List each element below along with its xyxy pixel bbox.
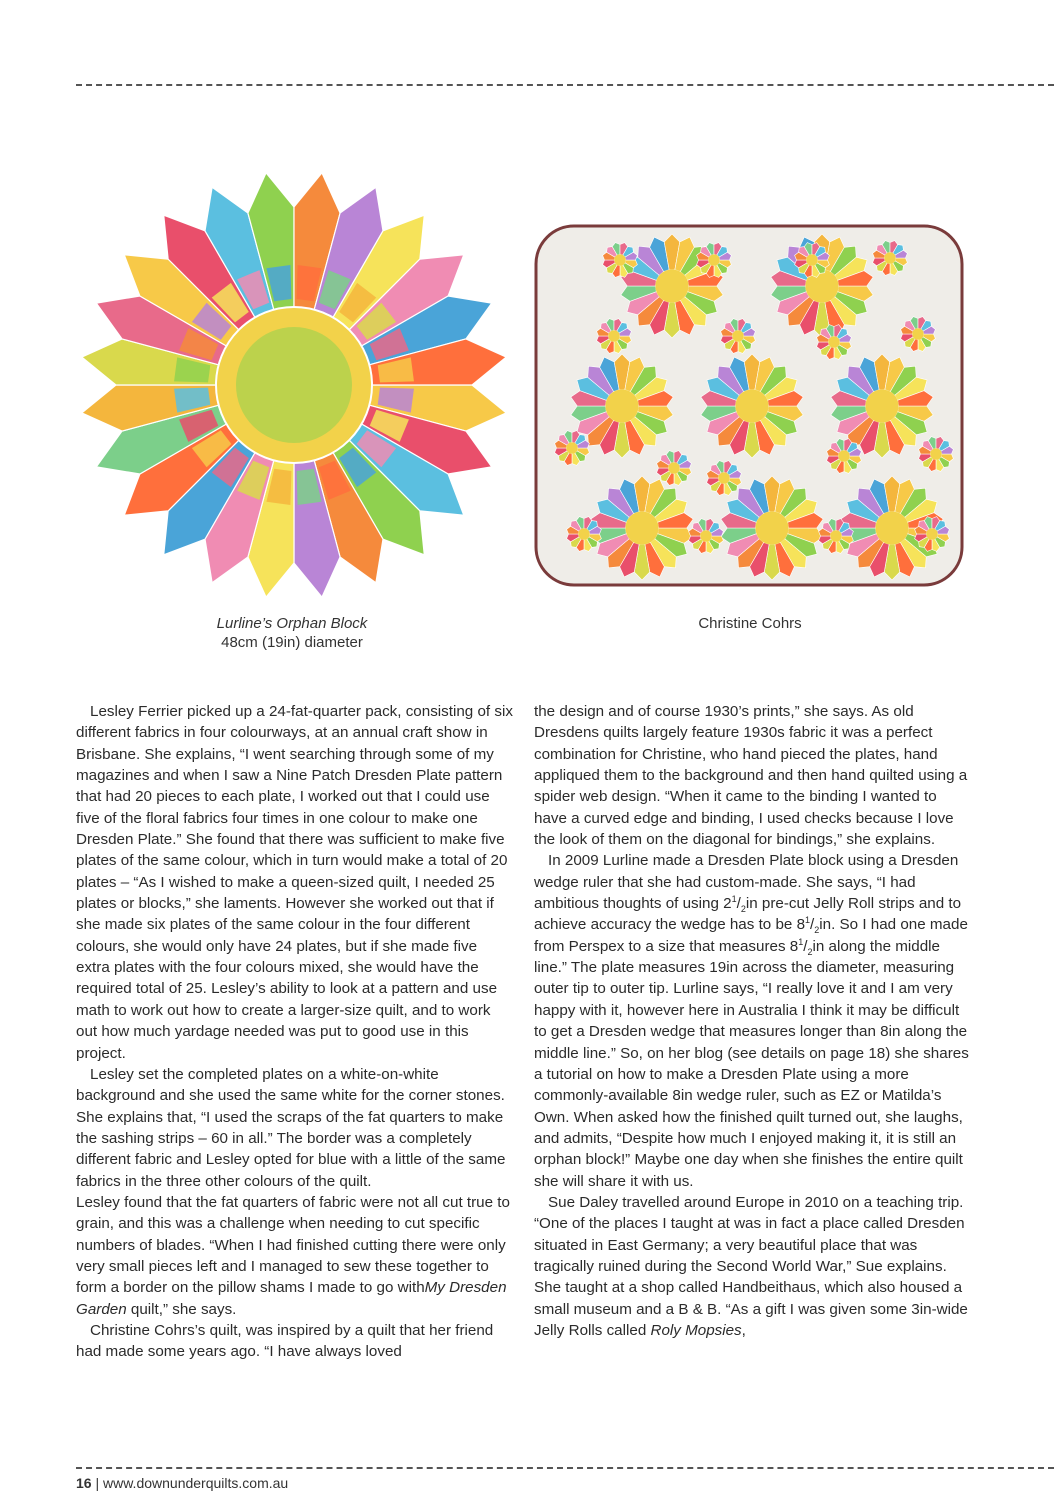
quilt-title: My Dresden Garden [76,1279,507,1318]
fabric-name: Roly Mopsies [650,1321,742,1339]
quilt-plate [567,517,602,552]
paragraph: Lesley found that the fat quarters of fabric were not all cut true to grain, and this was a challenge when needing to cut specific numbers of blades. “When I had finished cutting there were only very small pieces left and I managed to sew these together to form a border on the pillow shams I made to go withMy Dresden Garden quilt,” she says. [76,1193,510,1318]
paragraph: Lesley set the completed plates on a white-on-white background and she used the same white for the corner stones. She explains that, “I used the scraps of the fat quarters to make the sashing strips – 60 in all.” The border was a completely different fabric and Lesley opted for blue with a little of the same fabrics in the three other colours of the quilt. [76,1065,506,1190]
quilt-plate [707,461,742,496]
top-dashed-rule [76,84,1054,86]
left-photo-caption [150,614,434,652]
paragraph: In 2009 Lurline made a Dresden Plate block using a Dresden wedge ruler that she had custom-made. She says, “I had ambitious thoughts of using $2^1/_2in$ pre-cut Jelly Roll strips and to achieve accuracy the wedge has to be $8^1/_2in$. So I had one made from Perspex to a size that measures $8^1/_2in$ along the middle line.” The plate measures 19in across the diameter, measuring outer tip to outer tip. Lurline says, “I really love it and I am very happy with it, however here in Australia I think it may be difficult to get a Dresden wedge that measures longer than 8in along the middle line.” So, on her blog (see details on page 18) she shares a tutorial on how to make a Dresden Plate using a more commonly-available 8in wedge ruler, such as EZ or Matilda’s Own. When asked how the finished quilt turned out, she laughs, and admits, “Despite how much I enjoyed making it, it is still an orphan block!” Maybe one day when she finishes the entire quilt she will share it with us. [534,852,969,1190]
left-caption-detail: 48cm (19in) diameter [221,634,363,651]
quilt-plate [721,319,756,354]
quilt-plate [915,517,950,552]
quilt-plate [817,325,852,360]
right-photo-caption [600,614,900,633]
quilt-plate [901,317,936,352]
quilt-plate [597,319,632,354]
website-link[interactable]: www.downunderquilts.com.au [103,1475,289,1491]
quilt-plate [873,241,908,276]
article-right-column [534,701,970,1341]
quilt-photo [524,216,974,597]
quilt-plate [919,437,954,472]
paragraph: Sue Daley travelled around Europe in 2010 on a teaching trip. “One of the places I taught at was in fact a place called Dresden situated in East Germany; a very beautiful place that was tragically ruined during the Second World War,” Sue explains. She taught at a shop called Handbeithaus, which also housed a small museum and a B & B. “As a gift I was given some 3in-wide Jelly Rolls called Roly Mopsies, [534,1193,968,1339]
page-number: 16 [76,1475,92,1491]
quilt-plate [689,519,724,554]
quilt-plate [697,243,732,278]
dresden-plate-photo [76,170,512,600]
quilt-plate [657,451,692,486]
right-caption-title: Christine Cohrs [698,615,802,632]
paragraph: the design and of course 1930’s prints,” she says. As old Dresdens quilts largely feature 1930s fabric it was a perfect combination for Christine, who hand pieced the plates, hand appliqued them to the background and then hand quilted using a spider web design. “When it came to the binding I wanted to have a curved edge and binding, I used checks because I love the look of them on the diagonal for bindings,” she explains. [534,703,968,849]
footer-separator: | [95,1475,100,1491]
quilt-plate [827,439,862,474]
quilt-plate [819,519,854,554]
quilt-plate [603,243,638,278]
article-left-column [76,701,514,1363]
left-caption-title: Lurline’s Orphan Block [216,615,368,632]
quilt-plate [555,431,590,466]
plate-center-motif [236,327,352,443]
page-footer [76,1475,288,1491]
quilt-plate [795,243,830,278]
paragraph: Christine Cohrs’s quilt, was inspired by a quilt that her friend had made some years ago. “I have always loved [76,1321,494,1361]
paragraph: Lesley Ferrier picked up a 24-fat-quarter pack, consisting of six different fabrics in four colourways, at an annual craft show in Brisbane. She explains, “I went searching through some of my magazines and when I saw a Nine Patch Dresden Plate pattern that had 20 pieces to each plate, I worked out that I could use five of the floral fabrics four times in one colour to make one Dresden Plate.” She found that there was sufficient to make five plates of the same colour, which in turn would make a total of 20 plates – “As I wished to make a queen-sized quilt, I needed 25 plates or blocks,” she laments. However she worked out that if she made six plates of the same colour in the four different colours, she would only have 24 plates, but if she made five extra plates with the four colours mixed, she would have the required total of 25. Lesley’s ability to look at a pattern and use math to work out how to create a larger-size quilt, and to work out how much yardage needed was put to good use in this project. [76,703,513,1062]
bottom-dashed-rule [76,1467,1054,1469]
